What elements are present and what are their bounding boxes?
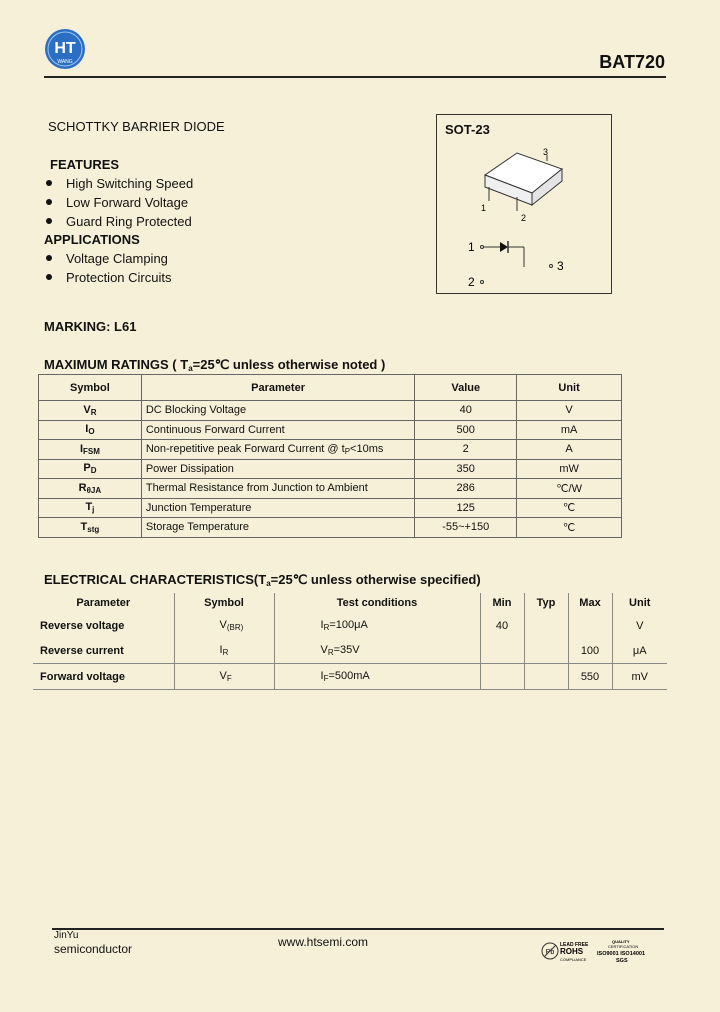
diode-symbol — [500, 242, 508, 252]
logo-text: HT — [54, 40, 76, 57]
electrical-title: ELECTRICAL $CHARACTERISTICS(T_a=25℃$ unless otherwise specified) — [44, 572, 481, 588]
company-logo — [44, 28, 86, 70]
table-header-row — [39, 375, 622, 401]
table-row: $T_{stg}$ Storage Temperature -55~+150 ℃ — [39, 518, 622, 538]
certification-marks — [540, 938, 664, 964]
svg-text:ISO9001 ISO14001: ISO9001 ISO14001 — [597, 951, 646, 957]
table-row: $V_R$ DC Blocking Voltage 40 V — [39, 401, 622, 421]
package-drawing — [477, 145, 587, 225]
column-header: Value — [415, 375, 517, 401]
column-header: Typ — [524, 593, 568, 613]
pb-mark: Pb — [545, 949, 555, 956]
column-header: Max — [568, 593, 612, 613]
applications-list — [44, 249, 171, 287]
max-ratings-table — [38, 374, 622, 538]
header-divider — [44, 76, 666, 78]
pin-2-label: 2 — [468, 275, 475, 289]
svg-text:COMPLIANCE: COMPLIANCE — [560, 957, 587, 962]
device-description: SCHOTTKY BARRIER DIODE — [48, 119, 225, 134]
application-item: Protection Circuits — [44, 268, 171, 287]
table-row: $P_D$ Power Dissipation 350 mW — [39, 459, 622, 479]
table-row: $I_{FSM}$ Non-repetitive peak Forward Current @ $t_P<10ms$ 2 A — [39, 440, 622, 460]
drawing-pin-3: 3 — [543, 147, 549, 157]
max-ratings-title: MAXIMUM RATINGS ( $T_a=25℃$ unless otherwise noted ) — [44, 357, 386, 373]
feature-item: High Switching Speed — [44, 174, 193, 193]
column-header: Symbol — [39, 375, 142, 401]
logo-subtext: WANG — [57, 59, 73, 65]
column-header: Parameter — [76, 597, 131, 609]
table-row: $R_{\theta JA}$ Thermal Resistance from Junction to Ambient 286 ℃/W — [39, 479, 622, 499]
column-header: Symbol — [174, 593, 274, 613]
column-header: Parameter — [141, 375, 414, 401]
applications-title: APPLICATIONS — [44, 232, 140, 247]
footer-divider — [52, 928, 664, 930]
application-item: Voltage Clamping — [44, 249, 171, 268]
svg-text:CERTIFICATION: CERTIFICATION — [608, 944, 639, 949]
pin-3-label: 3 — [557, 259, 564, 273]
package-name: SOT-23 — [445, 122, 490, 137]
company-name-line1: JinYu — [54, 930, 79, 941]
website-link[interactable]: www.htsemi.com — [278, 935, 369, 949]
svg-text:LEAD FREE: LEAD FREE — [560, 942, 589, 948]
table-row: $I_O$ Continuous Forward Current 500 mA — [39, 420, 622, 440]
drawing-pin-1: 1 — [481, 203, 487, 213]
column-header: Unit — [517, 375, 622, 401]
column-header: Min — [480, 593, 524, 613]
part-number: BAT720 — [599, 52, 665, 72]
drawing-pin-2: 2 — [521, 213, 527, 223]
table-row: Reverse voltage $V_{(BR)}$ $I_R=100\mu A$ 40 V — [33, 613, 667, 638]
svg-text:ROHS: ROHS — [560, 947, 584, 956]
table-row: Reverse current $I_R$ $V_R=35V$ 100 μA — [33, 638, 667, 664]
package-box — [436, 114, 612, 294]
column-header: Unit — [612, 593, 667, 613]
table-row: Forward voltage $V_F$ $I_F=500mA$ 550 mV — [33, 664, 667, 690]
schematic-symbol — [462, 233, 602, 293]
features-title: FEATURES — [50, 157, 120, 172]
marking-label: MARKING: L61 — [44, 319, 137, 334]
column-header: Test conditions — [274, 593, 480, 613]
svg-text:SGS: SGS — [616, 958, 628, 964]
feature-item: Low Forward Voltage — [44, 193, 193, 212]
table-row: $T_j$ Junction Temperature 125 ℃ — [39, 498, 622, 518]
svg-text:QUALITY: QUALITY — [612, 939, 630, 944]
pin-1-label: 1 — [468, 240, 475, 254]
feature-item: Guard Ring Protected — [44, 212, 193, 231]
features-list — [44, 174, 193, 231]
company-name-line2: semiconductor — [54, 942, 133, 956]
electrical-table — [33, 593, 667, 690]
table-header-row — [33, 593, 667, 613]
